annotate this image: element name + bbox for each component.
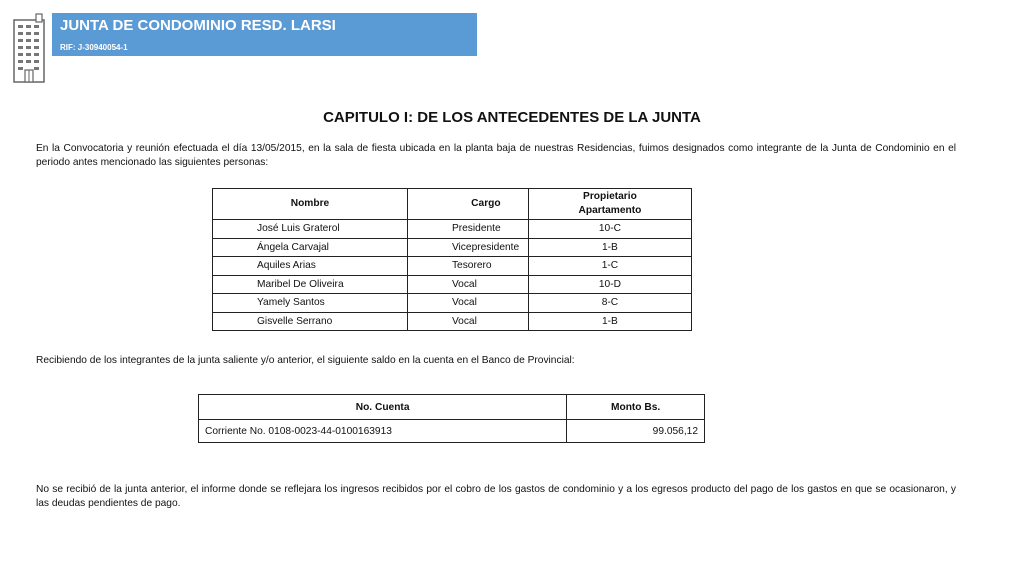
member-name: Maribel De Oliveira [213, 275, 408, 294]
account-amount: 99.056,12 [567, 420, 705, 443]
column-header: Cargo [407, 189, 528, 220]
table-row [213, 294, 692, 313]
column-header: Nombre [213, 189, 408, 220]
member-apartment: 8-C [528, 294, 691, 313]
intro-paragraph: En la Convocatoria y reunión efectuada el día 13/05/2015, en la sala de fiesta ubicada en la planta baja de nuestras Residencias, fuimos designados como integrante de la Junta de Condominio en el periodo antes mencionado las siguientes personas: [36, 143, 956, 168]
table-row [213, 275, 692, 294]
member-name: Gisvelle Serrano [213, 312, 408, 331]
header-banner [52, 13, 477, 56]
member-name: Aquiles Arias [213, 257, 408, 276]
closing-paragraph: No se recibió de la junta anterior, el informe donde se reflejara los ingresos recibidos por el cobro de los gastos de condominio y a los egresos producto del pago de los gastos en que se ocasionaron, y las deudas pendientes de pago. [36, 484, 956, 509]
member-role: Vocal [407, 294, 528, 313]
chapter-title: CAPITULO I: DE LOS ANTECEDENTES DE LA JUNTA [323, 109, 701, 126]
member-apartment: 1-C [528, 257, 691, 276]
member-apartment: 10-C [528, 220, 691, 239]
table-row [213, 220, 692, 239]
column-header: No. Cuenta [199, 395, 567, 420]
building-icon [12, 12, 46, 84]
table-row [213, 238, 692, 257]
header-title: JUNTA DE CONDOMINIO RESD. LARSI [60, 17, 336, 34]
account-number: Corriente No. 0108-0023-44-0100163913 [199, 420, 567, 443]
member-role: Vocal [407, 275, 528, 294]
member-role: Vicepresidente [407, 238, 528, 257]
member-role: Presidente [407, 220, 528, 239]
member-name: Yamely Santos [213, 294, 408, 313]
column-header: Monto Bs. [567, 395, 705, 420]
table-row [213, 312, 692, 331]
member-name: Ángela Carvajal [213, 238, 408, 257]
member-name: José Luis Graterol [213, 220, 408, 239]
member-apartment: 1-B [528, 238, 691, 257]
column-header [528, 189, 691, 220]
member-apartment: 1-B [528, 312, 691, 331]
balance-table [198, 394, 705, 443]
table-row [199, 420, 705, 443]
table-row [213, 257, 692, 276]
member-apartment: 10-D [528, 275, 691, 294]
member-role: Tesorero [407, 257, 528, 276]
header-rif: RIF: J-30940054-1 [60, 43, 128, 52]
member-role: Vocal [407, 312, 528, 331]
table-header-row [213, 189, 692, 220]
members-table [212, 188, 692, 331]
balance-paragraph: Recibiendo de los integrantes de la junta saliente y/o anterior, el siguiente saldo en la cuenta en el Banco de Provincial: [36, 355, 575, 366]
header-propietario: Propietario Apartamento [578, 191, 642, 216]
table-header-row [199, 395, 705, 420]
